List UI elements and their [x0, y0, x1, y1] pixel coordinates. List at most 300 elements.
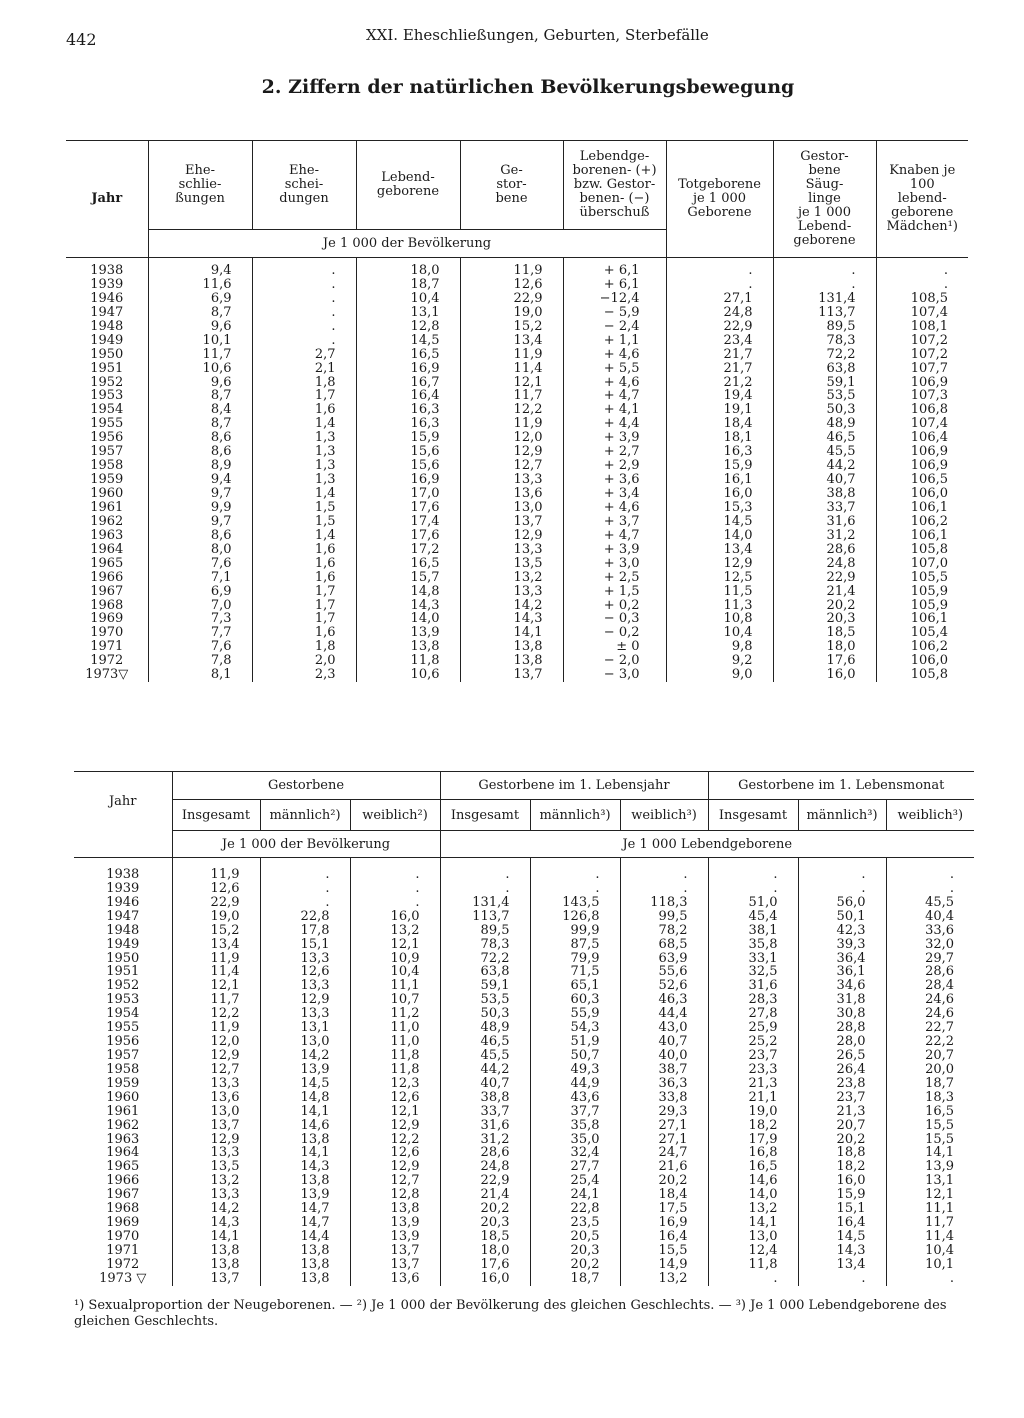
value-cell: 20,2: [440, 1202, 530, 1216]
value-cell: 12,7: [460, 459, 563, 473]
value-cell: 106,1: [876, 612, 968, 626]
value-cell: + 6,1: [563, 264, 666, 278]
value-cell: + 3,0: [563, 557, 666, 571]
value-cell: .: [620, 882, 708, 896]
table-row: [74, 896, 974, 910]
year-cell: 1962: [106, 1117, 140, 1133]
value-cell: .: [666, 278, 773, 292]
value-cell: 11,1: [886, 1202, 974, 1216]
value-cell: .: [530, 882, 620, 896]
value-cell: 18,0: [773, 640, 876, 654]
value-cell: 9,9: [148, 501, 252, 515]
header-weiblich: weiblich³): [620, 800, 708, 831]
value-cell: 11,4: [172, 965, 260, 979]
value-cell: 65,1: [530, 979, 620, 993]
value-cell: 1,6: [252, 626, 356, 640]
value-cell: 131,4: [773, 292, 876, 306]
value-cell: 23,4: [666, 334, 773, 348]
value-cell: 68,5: [620, 938, 708, 952]
value-cell: 1,5: [252, 501, 356, 515]
table-row: [74, 1216, 974, 1230]
value-cell: 1,3: [252, 459, 356, 473]
value-cell: .: [798, 868, 886, 882]
value-cell: .: [260, 868, 350, 882]
value-cell: 11,8: [350, 1049, 440, 1063]
year-cell: 1952: [90, 374, 124, 390]
value-cell: 16,9: [620, 1216, 708, 1230]
value-cell: 18,3: [886, 1091, 974, 1105]
value-cell: 10,4: [886, 1244, 974, 1258]
value-cell: 11,4: [886, 1230, 974, 1244]
table-row: [66, 668, 968, 682]
value-cell: + 5,5: [563, 362, 666, 376]
value-cell: 13,8: [356, 640, 460, 654]
value-cell: 31,6: [708, 979, 798, 993]
value-cell: .: [260, 882, 350, 896]
table-row: [66, 348, 968, 362]
value-cell: 9,0: [666, 668, 773, 682]
table-row: [66, 376, 968, 390]
value-cell: 105,4: [876, 626, 968, 640]
value-cell: 108,1: [876, 320, 968, 334]
value-cell: 14,7: [260, 1202, 350, 1216]
value-cell: .: [886, 1272, 974, 1286]
value-cell: 51,0: [708, 896, 798, 910]
value-cell: 21,6: [620, 1160, 708, 1174]
table-row: [74, 1146, 974, 1160]
value-cell: 20,2: [798, 1133, 886, 1147]
value-cell: + 3,9: [563, 543, 666, 557]
value-cell: 33,8: [620, 1091, 708, 1105]
value-cell: + 1,1: [563, 334, 666, 348]
table-row: [74, 1105, 974, 1119]
value-cell: 13,9: [260, 1188, 350, 1202]
value-cell: 39,3: [798, 938, 886, 952]
table-row: [74, 924, 974, 938]
table-row: [66, 571, 968, 585]
value-cell: .: [886, 882, 974, 896]
page-title: 2. Ziffern der natürlichen Bevölkerungsbewegung: [261, 76, 795, 98]
value-cell: 107,3: [876, 389, 968, 403]
value-cell: 11,9: [460, 417, 563, 431]
value-cell: 14,6: [260, 1119, 350, 1133]
value-cell: 40,7: [773, 473, 876, 487]
value-cell: 18,0: [440, 1244, 530, 1258]
value-cell: .: [876, 264, 968, 278]
value-cell: 50,3: [773, 403, 876, 417]
value-cell: 28,6: [440, 1146, 530, 1160]
value-cell: .: [773, 264, 876, 278]
value-cell: 14,1: [886, 1146, 974, 1160]
header-weiblich: weiblich²): [350, 800, 440, 831]
value-cell: 19,0: [460, 306, 563, 320]
value-cell: − 0,2: [563, 626, 666, 640]
value-cell: 15,1: [798, 1202, 886, 1216]
value-cell: + 2,5: [563, 571, 666, 585]
value-cell: 11,1: [350, 979, 440, 993]
value-cell: 11,6: [148, 278, 252, 292]
value-cell: 24,6: [886, 1007, 974, 1021]
value-cell: 9,6: [148, 320, 252, 334]
value-cell: 36,3: [620, 1077, 708, 1091]
year-cell: 1971: [90, 639, 124, 655]
value-cell: .: [252, 334, 356, 348]
value-cell: 106,9: [876, 459, 968, 473]
table-row: [74, 1077, 974, 1091]
value-cell: 22,9: [666, 320, 773, 334]
year-cell: 1970: [90, 625, 124, 641]
year-cell: 1973▽: [85, 667, 129, 683]
value-cell: 72,2: [773, 348, 876, 362]
value-cell: .: [350, 896, 440, 910]
value-cell: .: [708, 868, 798, 882]
value-cell: 1,3: [252, 473, 356, 487]
value-cell: 31,2: [773, 529, 876, 543]
value-cell: 2,7: [252, 348, 356, 362]
header-insgesamt: Insgesamt: [440, 800, 530, 831]
value-cell: 34,6: [798, 979, 886, 993]
value-cell: 26,4: [798, 1063, 886, 1077]
year-cell: 1963: [106, 1131, 140, 1147]
value-cell: 23,8: [798, 1077, 886, 1091]
table-row: [66, 417, 968, 431]
value-cell: 15,9: [356, 431, 460, 445]
value-cell: 8,1: [148, 668, 252, 682]
value-cell: .: [876, 278, 968, 292]
value-cell: 19,1: [666, 403, 773, 417]
value-cell: 12,7: [350, 1174, 440, 1188]
value-cell: 106,4: [876, 431, 968, 445]
value-cell: + 0,2: [563, 599, 666, 613]
value-cell: 38,8: [773, 487, 876, 501]
year-cell: 1957: [106, 1047, 140, 1063]
year-cell: 1969: [106, 1215, 140, 1231]
value-cell: 16,5: [708, 1160, 798, 1174]
table-row: [74, 1007, 974, 1021]
value-cell: 13,3: [172, 1188, 260, 1202]
value-cell: 14,2: [172, 1202, 260, 1216]
value-cell: 1,6: [252, 403, 356, 417]
value-cell: 50,7: [530, 1049, 620, 1063]
value-cell: 23,5: [530, 1216, 620, 1230]
value-cell: + 3,9: [563, 431, 666, 445]
value-cell: 18,7: [356, 278, 460, 292]
value-cell: 21,7: [666, 348, 773, 362]
value-cell: 44,2: [440, 1063, 530, 1077]
value-cell: 7,7: [148, 626, 252, 640]
value-cell: 12,7: [172, 1063, 260, 1077]
value-cell: 12,2: [350, 1133, 440, 1147]
value-cell: 8,4: [148, 403, 252, 417]
value-cell: .: [666, 264, 773, 278]
value-cell: 16,5: [886, 1105, 974, 1119]
value-cell: 63,8: [773, 362, 876, 376]
value-cell: 13,8: [260, 1174, 350, 1188]
table-row: [66, 557, 968, 571]
value-cell: 10,4: [350, 965, 440, 979]
value-cell: 35,0: [530, 1133, 620, 1147]
value-cell: 13,3: [260, 1007, 350, 1021]
year-cell: 1947: [106, 908, 140, 924]
value-cell: 32,4: [530, 1146, 620, 1160]
header-jahr: Jahr: [108, 793, 137, 809]
value-cell: 12,8: [356, 320, 460, 334]
value-cell: 15,9: [666, 459, 773, 473]
value-cell: 11,7: [886, 1216, 974, 1230]
value-cell: 7,6: [148, 557, 252, 571]
table-row: [74, 882, 974, 896]
year-cell: 1963: [90, 527, 124, 543]
value-cell: 14,0: [356, 612, 460, 626]
value-cell: + 2,9: [563, 459, 666, 473]
year-cell: 1956: [106, 1034, 140, 1050]
value-cell: 13,5: [172, 1160, 260, 1174]
value-cell: 53,5: [440, 993, 530, 1007]
value-cell: 13,7: [172, 1119, 260, 1133]
table-row: [66, 640, 968, 654]
value-cell: 12,1: [350, 1105, 440, 1119]
value-cell: 28,6: [886, 965, 974, 979]
value-cell: 56,0: [798, 896, 886, 910]
value-cell: 13,7: [172, 1272, 260, 1286]
value-cell: 17,5: [620, 1202, 708, 1216]
year-cell: 1950: [90, 346, 124, 362]
value-cell: + 6,1: [563, 278, 666, 292]
value-cell: .: [252, 292, 356, 306]
year-cell: 1969: [90, 611, 124, 627]
value-cell: 17,8: [260, 924, 350, 938]
value-cell: 13,3: [460, 543, 563, 557]
value-cell: 2,1: [252, 362, 356, 376]
year-cell: 1968: [106, 1201, 140, 1217]
value-cell: 21,4: [773, 585, 876, 599]
value-cell: 11,7: [460, 389, 563, 403]
value-cell: 37,7: [530, 1105, 620, 1119]
value-cell: 27,1: [666, 292, 773, 306]
table-deaths: [74, 771, 974, 1286]
value-cell: 50,3: [440, 1007, 530, 1021]
value-cell: 21,7: [666, 362, 773, 376]
year-cell: 1959: [106, 1075, 140, 1091]
value-cell: 13,1: [260, 1021, 350, 1035]
value-cell: 131,4: [440, 896, 530, 910]
value-cell: 1,7: [252, 585, 356, 599]
value-cell: 12,6: [260, 965, 350, 979]
value-cell: 28,6: [773, 543, 876, 557]
value-cell: 13,3: [172, 1146, 260, 1160]
table-row: [66, 487, 968, 501]
header-maennlich: männlich²): [260, 800, 350, 831]
year-cell: 1961: [90, 499, 124, 515]
year-cell: 1965: [90, 555, 124, 571]
value-cell: 16,0: [798, 1174, 886, 1188]
value-cell: 15,6: [356, 459, 460, 473]
year-cell: 1973 ▽: [99, 1270, 147, 1286]
value-cell: 1,7: [252, 389, 356, 403]
value-cell: 30,8: [798, 1007, 886, 1021]
value-cell: 10,1: [148, 334, 252, 348]
header-gestorbene: Ge- stor- bene: [460, 141, 563, 230]
value-cell: 45,5: [440, 1049, 530, 1063]
value-cell: 1,4: [252, 487, 356, 501]
table-row: [66, 543, 968, 557]
value-cell: 13,1: [886, 1174, 974, 1188]
value-cell: 13,2: [350, 924, 440, 938]
table-row: [74, 979, 974, 993]
table-row: [74, 993, 974, 1007]
table-row: [74, 1202, 974, 1216]
year-cell: 1968: [90, 597, 124, 613]
value-cell: 106,0: [876, 654, 968, 668]
value-cell: 78,3: [440, 938, 530, 952]
value-cell: 31,6: [440, 1119, 530, 1133]
value-cell: 38,7: [620, 1063, 708, 1077]
value-cell: 28,8: [798, 1021, 886, 1035]
value-cell: 14,5: [798, 1230, 886, 1244]
value-cell: 11,9: [460, 348, 563, 362]
value-cell: 99,5: [620, 910, 708, 924]
value-cell: 126,8: [530, 910, 620, 924]
value-cell: .: [773, 278, 876, 292]
value-cell: 18,5: [440, 1230, 530, 1244]
value-cell: 14,3: [260, 1160, 350, 1174]
value-cell: 16,0: [773, 668, 876, 682]
value-cell: 107,2: [876, 334, 968, 348]
year-cell: 1958: [90, 458, 124, 474]
value-cell: 25,2: [708, 1035, 798, 1049]
value-cell: + 4,4: [563, 417, 666, 431]
value-cell: 32,0: [886, 938, 974, 952]
value-cell: 14,9: [620, 1258, 708, 1272]
value-cell: 17,0: [356, 487, 460, 501]
value-cell: 106,5: [876, 473, 968, 487]
value-cell: 27,7: [530, 1160, 620, 1174]
value-cell: + 4,6: [563, 501, 666, 515]
value-cell: 105,8: [876, 543, 968, 557]
value-cell: 107,0: [876, 557, 968, 571]
value-cell: 8,6: [148, 445, 252, 459]
value-cell: 12,6: [172, 882, 260, 896]
value-cell: + 4,6: [563, 348, 666, 362]
value-cell: + 4,7: [563, 389, 666, 403]
table-row: [66, 362, 968, 376]
value-cell: 105,5: [876, 571, 968, 585]
value-cell: 12,1: [172, 979, 260, 993]
value-cell: .: [440, 882, 530, 896]
value-cell: 14,3: [460, 612, 563, 626]
table-row: [66, 306, 968, 320]
header-gestorbene-lebensjahr: Gestorbene im 1. Lebensjahr: [440, 772, 708, 800]
value-cell: 13,4: [172, 938, 260, 952]
table-row: [66, 626, 968, 640]
year-cell: 1947: [90, 304, 124, 320]
year-cell: 1948: [90, 318, 124, 334]
value-cell: 17,6: [440, 1258, 530, 1272]
value-cell: − 5,9: [563, 306, 666, 320]
value-cell: 32,5: [708, 965, 798, 979]
table-row: [66, 334, 968, 348]
value-cell: 10,1: [886, 1258, 974, 1272]
value-cell: 33,7: [773, 501, 876, 515]
value-cell: 18,2: [708, 1119, 798, 1133]
value-cell: 40,4: [886, 910, 974, 924]
value-cell: 89,5: [773, 320, 876, 334]
table-row: [74, 1244, 974, 1258]
value-cell: 27,8: [708, 1007, 798, 1021]
header-weiblich: weiblich³): [886, 800, 974, 831]
value-cell: 31,6: [773, 515, 876, 529]
value-cell: 17,6: [356, 529, 460, 543]
table-row: [66, 515, 968, 529]
value-cell: 108,5: [876, 292, 968, 306]
value-cell: 16,3: [356, 403, 460, 417]
value-cell: 15,2: [460, 320, 563, 334]
value-cell: ± 0: [563, 640, 666, 654]
value-cell: 28,3: [708, 993, 798, 1007]
value-cell: 27,1: [620, 1133, 708, 1147]
year-cell: 1962: [90, 513, 124, 529]
year-cell: 1949: [90, 332, 124, 348]
value-cell: .: [798, 1272, 886, 1286]
value-cell: 12,6: [350, 1146, 440, 1160]
value-cell: 11,9: [172, 952, 260, 966]
value-cell: 20,3: [530, 1244, 620, 1258]
value-cell: 12,0: [460, 431, 563, 445]
value-cell: 19,0: [708, 1105, 798, 1119]
value-cell: 23,3: [708, 1063, 798, 1077]
value-cell: − 2,0: [563, 654, 666, 668]
value-cell: 40,7: [440, 1077, 530, 1091]
value-cell: 13,0: [708, 1230, 798, 1244]
value-cell: 13,7: [350, 1258, 440, 1272]
value-cell: 22,9: [172, 896, 260, 910]
table-row: [74, 1063, 974, 1077]
value-cell: 14,3: [798, 1244, 886, 1258]
year-cell: 1952: [106, 978, 140, 994]
value-cell: 16,4: [798, 1216, 886, 1230]
value-cell: 33,1: [708, 952, 798, 966]
value-cell: 18,0: [356, 264, 460, 278]
value-cell: 40,0: [620, 1049, 708, 1063]
value-cell: 21,4: [440, 1188, 530, 1202]
value-cell: 12,9: [666, 557, 773, 571]
value-cell: 13,2: [460, 571, 563, 585]
value-cell: .: [620, 868, 708, 882]
table-row: [66, 529, 968, 543]
value-cell: 7,6: [148, 640, 252, 654]
value-cell: 13,3: [172, 1077, 260, 1091]
value-cell: 14,8: [356, 585, 460, 599]
value-cell: 106,0: [876, 487, 968, 501]
value-cell: .: [252, 306, 356, 320]
value-cell: 11,9: [460, 264, 563, 278]
value-cell: 14,7: [260, 1216, 350, 1230]
table-row: [66, 389, 968, 403]
value-cell: 25,9: [708, 1021, 798, 1035]
value-cell: 15,3: [666, 501, 773, 515]
value-cell: 55,6: [620, 965, 708, 979]
table-row: [66, 431, 968, 445]
year-cell: 1972: [90, 653, 124, 669]
value-cell: 106,2: [876, 640, 968, 654]
value-cell: 12,8: [350, 1188, 440, 1202]
value-cell: 11,0: [350, 1021, 440, 1035]
value-cell: 18,4: [620, 1188, 708, 1202]
year-cell: 1954: [90, 402, 124, 418]
value-cell: −12,4: [563, 292, 666, 306]
value-cell: 14,2: [260, 1049, 350, 1063]
header-insgesamt: Insgesamt: [172, 800, 260, 831]
